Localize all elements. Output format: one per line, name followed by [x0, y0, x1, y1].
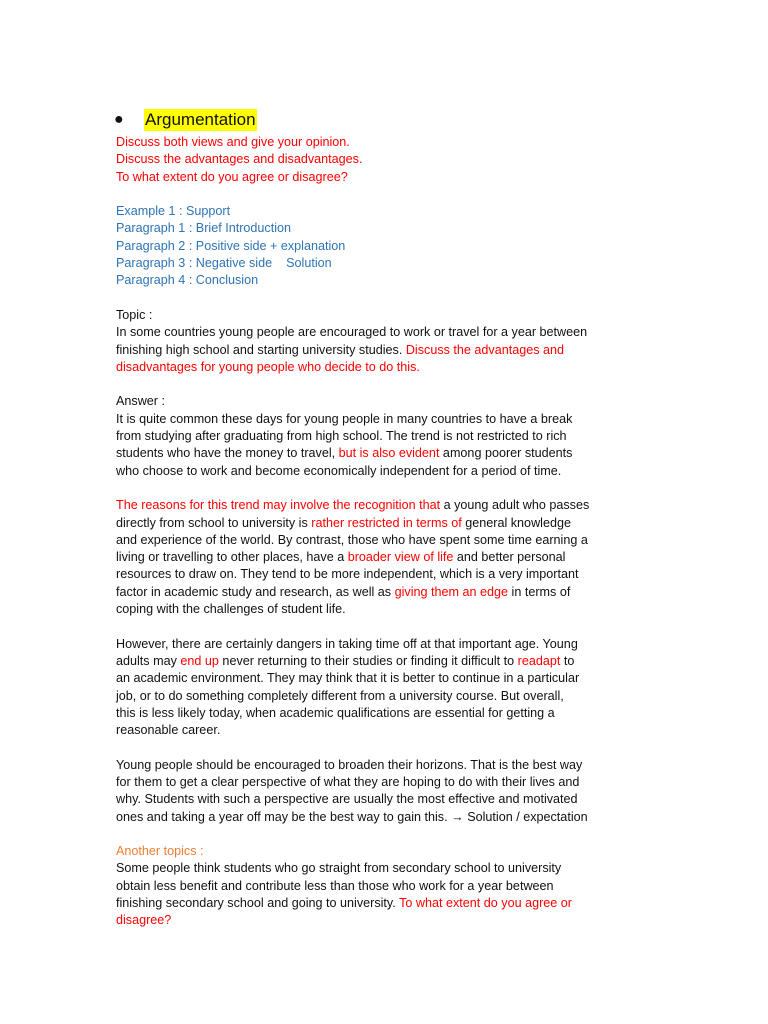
paragraph-text: living or travelling to other places, have a: [116, 550, 348, 565]
structure-line: Paragraph 2 : Positive side + explanation: [116, 238, 346, 253]
answer-paragraph-4: [116, 757, 656, 826]
topic-block: [116, 307, 656, 376]
paragraph-text: adults may: [116, 653, 181, 668]
prompt-line: Discuss the advantages and disadvantages.: [116, 152, 363, 167]
paragraph-text: students who have the money to travel,: [116, 446, 339, 461]
paragraph-text: to: [560, 653, 575, 668]
paragraph-text: in terms of: [508, 584, 571, 599]
structure-line: Paragraph 1 : Brief Introduction: [116, 221, 292, 236]
prompt-line: Discuss both views and give your opinion.: [116, 135, 350, 149]
answer-block: [116, 393, 656, 825]
another-topic-label: Another topics :: [116, 844, 204, 859]
paragraph-text: directly from school to university is: [116, 515, 312, 530]
paragraph-text: and better personal: [453, 550, 566, 565]
paragraph-text: who choose to work and become economically independent for a period of time.: [116, 463, 562, 478]
paragraph-text: job, or to do something completely different from a university course. But overall,: [116, 688, 564, 703]
bullet-icon: ●: [114, 110, 124, 128]
another-topic-block: [116, 843, 656, 929]
paragraph-text: ones and taking a year off may be the best way to gain this. → Solution / expectation: [116, 809, 588, 824]
paragraph-text: and experience of the world. By contrast, those who have spent some time earning a: [116, 532, 588, 547]
answer-paragraph-2: [116, 497, 656, 618]
another-topic-text: [116, 895, 656, 912]
paragraph-text: reasonable career.: [116, 723, 221, 738]
another-topic-text: Some people think students who go straight from secondary school to university: [116, 861, 562, 876]
structure-line: Paragraph 4 : Conclusion: [116, 273, 259, 288]
paragraph-text: why. Students with such a perspective are usually the most effective and motivated: [116, 792, 578, 807]
highlighted-phrase: broader view of life: [347, 550, 454, 565]
another-topic-question: disagree?: [116, 913, 172, 928]
highlighted-phrase: readapt: [517, 653, 561, 668]
topic-text-part: finishing high school and starting university studies.: [116, 342, 406, 357]
paragraph-text: factor in academic study and research, as well as: [116, 584, 395, 599]
paragraph-text: an academic environment. They may think that it is better to continue in a particular: [116, 671, 580, 686]
paragraph-text: for them to get a clear perspective of what they are hoping to do with their lives and: [116, 774, 580, 789]
highlighted-phrase: rather restricted in terms of: [311, 515, 462, 530]
answer-paragraph-1: [116, 411, 656, 480]
structure-line: Example 1 : Support: [116, 204, 231, 219]
highlighted-phrase: but is also evident: [338, 446, 440, 461]
topic-text: In some countries young people are encouraged to work or travel for a year between: [116, 325, 588, 340]
topic-text: [116, 342, 656, 359]
answer-label: Answer :: [116, 394, 165, 409]
paragraph-text: It is quite common these days for young people in many countries to have a break: [116, 411, 573, 426]
prompt-line: To what extent do you agree or disagree?: [116, 169, 348, 184]
highlighted-phrase: giving them an edge: [394, 584, 509, 599]
paragraph-text: resources to draw on. They tend to be more independent, which is a very important: [116, 567, 579, 582]
paragraph-text: a young adult who passes: [440, 498, 590, 513]
paragraph-text: general knowledge: [461, 515, 571, 530]
topic-label: Topic :: [116, 307, 153, 322]
answer-paragraph-3: [116, 636, 656, 740]
another-topic-text-part: finishing secondary school and going to university.: [116, 896, 400, 911]
highlighted-phrase: end up: [180, 653, 219, 668]
paragraph-text: coping with the challenges of student life.: [116, 602, 346, 617]
topic-question: disadvantages for young people who decide to do this.: [116, 359, 420, 374]
paragraph-text: never returning to their studies or finding it difficult to: [218, 653, 518, 668]
prompt-list: [116, 134, 656, 186]
another-topic-text: obtain less benefit and contribute less than those who work for a year between: [116, 878, 554, 893]
highlighted-phrase: The reasons for this trend may involve the recognition that: [116, 498, 441, 513]
paragraph-text: this is less likely today, when academic qualifications are essential for getting a: [116, 705, 555, 720]
document-page: [116, 107, 656, 930]
paragraph-text: among poorer students: [439, 446, 573, 461]
topic-question: Discuss the advantages and: [405, 342, 565, 357]
structure-line: Paragraph 3 : Negative side Solution: [116, 256, 332, 271]
paragraph-text: from studying after graduating from high school. The trend is not restricted to rich: [116, 429, 567, 444]
structure-list: [116, 203, 656, 289]
section-heading: Argumentation: [145, 109, 256, 129]
paragraph-text: Young people should be encouraged to broaden their horizons. That is the best way: [116, 757, 583, 772]
another-topic-question: To what extent do you agree or: [399, 896, 573, 911]
heading-row: [114, 107, 656, 132]
paragraph-text: However, there are certainly dangers in taking time off at that important age. Young: [116, 636, 578, 651]
